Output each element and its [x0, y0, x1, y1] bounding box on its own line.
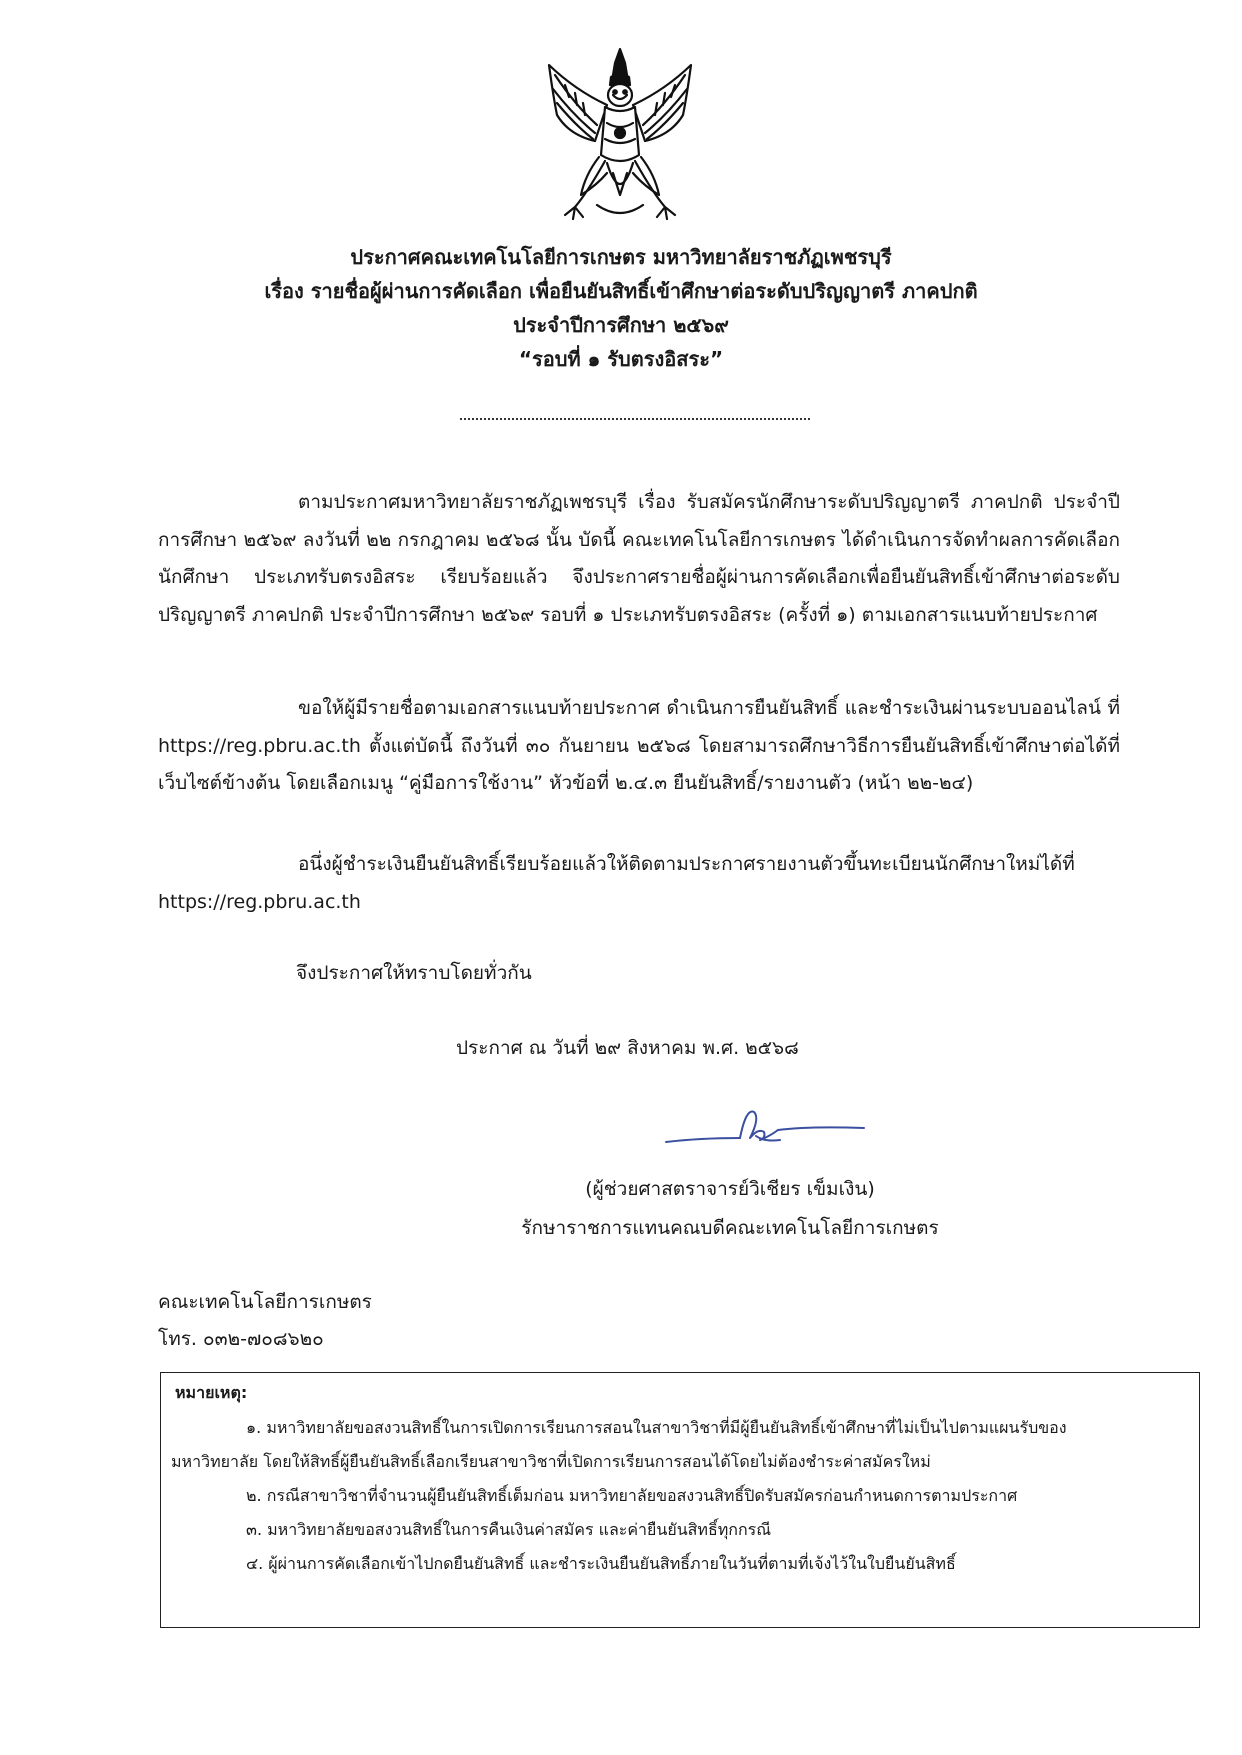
- header-round: “รอบที่ ๑ รับตรงอิสระ”: [518, 347, 724, 371]
- contact-phone: โทร. ๐๓๒-๗๐๘๖๒๐: [158, 1328, 324, 1350]
- header-academic-year: ประจำปีการศึกษา ๒๕๖๙: [513, 313, 729, 337]
- body-paragraph-1: [158, 484, 1120, 634]
- note-item-3: ๓. มหาวิทยาลัยขอสงวนสิทธิ์ในการคืนเงินค่าสมัคร และค่ายืนยันสิทธิ์ทุกกรณี: [246, 1520, 772, 1539]
- header-subject: เรื่อง รายชื่อผู้ผ่านการคัดเลือก เพื่อยืนยันสิทธิ์เข้าศึกษาต่อระดับปริญญาตรี ภาคปกติ: [264, 279, 978, 303]
- note-item-1-continued: มหาวิทยาลัย โดยให้สิทธิ์ผู้ยืนยันสิทธิ์เลือกเรียนสาขาวิชาที่เปิดการเรียนการสอนได้โดยไม่ต้องชำระค่าสมัครใหม่: [171, 1452, 931, 1471]
- notes-box: [160, 1372, 1200, 1628]
- closing-statement: จึงประกาศให้ทราบโดยทั่วกัน: [296, 962, 532, 984]
- signature-image: [660, 1098, 870, 1158]
- signer-position: รักษาราชการแทนคณบดีคณะเทคโนโลยีการเกษตร: [521, 1217, 939, 1239]
- header-title: ประกาศคณะเทคโนโลยีการเกษตร มหาวิทยาลัยราชภัฏเพชรบุรี: [350, 245, 892, 269]
- body-paragraph-2: [158, 690, 1120, 803]
- note-item-4: ๔. ผู้ผ่านการคัดเลือกเข้าไปกดยืนยันสิทธิ์ และชำระเงินยืนยันสิทธิ์ภายในวันที่ตามที่เจ้งไว้ในใบยืนยันสิทธิ์: [246, 1554, 956, 1573]
- paragraph-text: ตามประกาศมหาวิทยาลัยราชภัฏเพชรบุรี เรื่อง รับสมัครนักศึกษาระดับปริญญาตรี ภาคปกติ ประจำปีการศึกษา ๒๕๖๙ ลงวันที่ ๒๒ กรกฎาคม ๒๕๖๘ นั้น บัดนี้ คณะเทคโนโลยีการเกษตร ได้ดำเนินการจัดทำผลการคัดเลือกนักศึกษา ประเภทรับตรงอิสระ เรียบร้อยแล้ว จึงประกาศรายชื่อผู้ผ่านการคัดเลือกเพื่อยืนยันสิทธิ์เข้าศึกษาต่อระดับปริญญาตรี ภาคปกติ ประจำปีการศึกษา ๒๕๖๙ รอบที่ ๑ ประเภทรับตรงอิสระ (ครั้งที่ ๑) ตามเอกสารแนบท้ายประกาศ: [158, 491, 1120, 626]
- announcement-date: ประกาศ ณ วันที่ ๒๙ สิงหาคม พ.ศ. ๒๕๖๘: [456, 1037, 799, 1059]
- contact-department: คณะเทคโนโลยีการเกษตร: [158, 1291, 372, 1313]
- paragraph-text: อนึ่งผู้ชำระเงินยืนยันสิทธิ์เรียบร้อยแล้วให้ติดตามประกาศรายงานตัวขึ้นทะเบียนนักศึกษาใหม่ได้ที่ https://reg.pbru.ac.th: [158, 853, 1075, 913]
- announcement-header: [100, 240, 1142, 376]
- notes-title: หมายเหตุ:: [175, 1383, 248, 1402]
- note-item-1: ๑. มหาวิทยาลัยขอสงวนสิทธิ์ในการเปิดการเรียนการสอนในสาขาวิชาที่มีผู้ยืนยันสิทธิ์เข้าศึกษาที่ไม่เป็นไปตามแผนรับของ: [246, 1418, 1067, 1437]
- body-paragraph-3: [158, 846, 1120, 921]
- note-item-2: ๒. กรณีสาขาวิชาที่จำนวนผู้ยืนยันสิทธิ์เต็มก่อน มหาวิทยาลัยขอสงวนสิทธิ์ปิดรับสมัครก่อนกำหนดการตามประกาศ: [246, 1486, 1018, 1505]
- garuda-emblem-icon: [535, 45, 705, 225]
- signer-name: (ผู้ช่วยศาสตราจารย์วิเชียร เข็มเงิน): [585, 1178, 875, 1200]
- paragraph-text: ขอให้ผู้มีรายชื่อตามเอกสารแนบท้ายประกาศ ดำเนินการยืนยันสิทธิ์ และชำระเงินผ่านระบบออนไลน์ ที่ https://reg.pbru.ac.th ตั้งแต่บัดนี้ ถึงวันที่ ๓๐ กันยายน ๒๕๖๘ โดยสามารถศึกษาวิธีการยืนยันสิทธิ์เข้าศึกษาต่อได้ที่เว็บไซต์ข้างต้น โดยเลือกเมนู “คู่มือการใช้งาน” หัวข้อที่ ๒.๔.๓ ยืนยันสิทธิ์/รายงานตัว (หน้า ๒๒-๒๔): [158, 697, 1120, 794]
- dotted-divider: [460, 418, 810, 420]
